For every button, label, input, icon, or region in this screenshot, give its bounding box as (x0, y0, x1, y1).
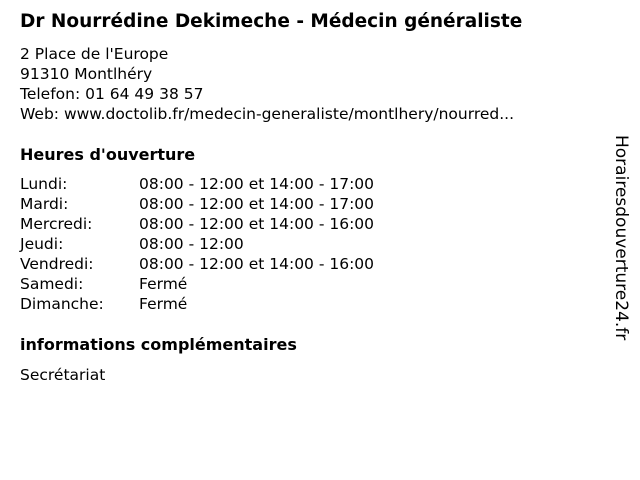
time-value: 08:00 - 12:00 (139, 235, 244, 253)
day-label: Jeudi: (20, 235, 64, 253)
opening-hours-heading: Heures d'ouverture (20, 145, 196, 164)
time-value: Fermé (139, 295, 188, 313)
website-link[interactable]: Web: www.doctolib.fr/medecin-generaliste/montlhery/nourred... (20, 105, 515, 123)
time-value: 08:00 - 12:00 et 14:00 - 17:00 (139, 195, 375, 213)
site-watermark: Horairesdouverture24.fr (611, 135, 631, 341)
time-value: Fermé (139, 275, 188, 293)
additional-info-text: Secrétariat (20, 366, 106, 384)
address-city: 91310 Montlhéry (20, 65, 153, 83)
phone-number: Telefon: 01 64 49 38 57 (20, 85, 204, 103)
time-value: 08:00 - 12:00 et 14:00 - 16:00 (139, 255, 375, 273)
address-street: 2 Place de l'Europe (20, 45, 169, 63)
day-label: Mardi: (20, 195, 69, 213)
page-title: Dr Nourrédine Dekimeche - Médecin généraliste (20, 11, 523, 32)
time-value: 08:00 - 12:00 et 14:00 - 17:00 (139, 175, 375, 193)
day-label: Samedi: (20, 275, 84, 293)
day-label: Lundi: (20, 175, 68, 193)
time-value: 08:00 - 12:00 et 14:00 - 16:00 (139, 215, 375, 233)
day-label: Vendredi: (20, 255, 94, 273)
day-label: Dimanche: (20, 295, 104, 313)
additional-info-heading: informations complémentaires (20, 335, 297, 354)
contact-block (20, 44, 514, 124)
day-label: Mercredi: (20, 215, 93, 233)
